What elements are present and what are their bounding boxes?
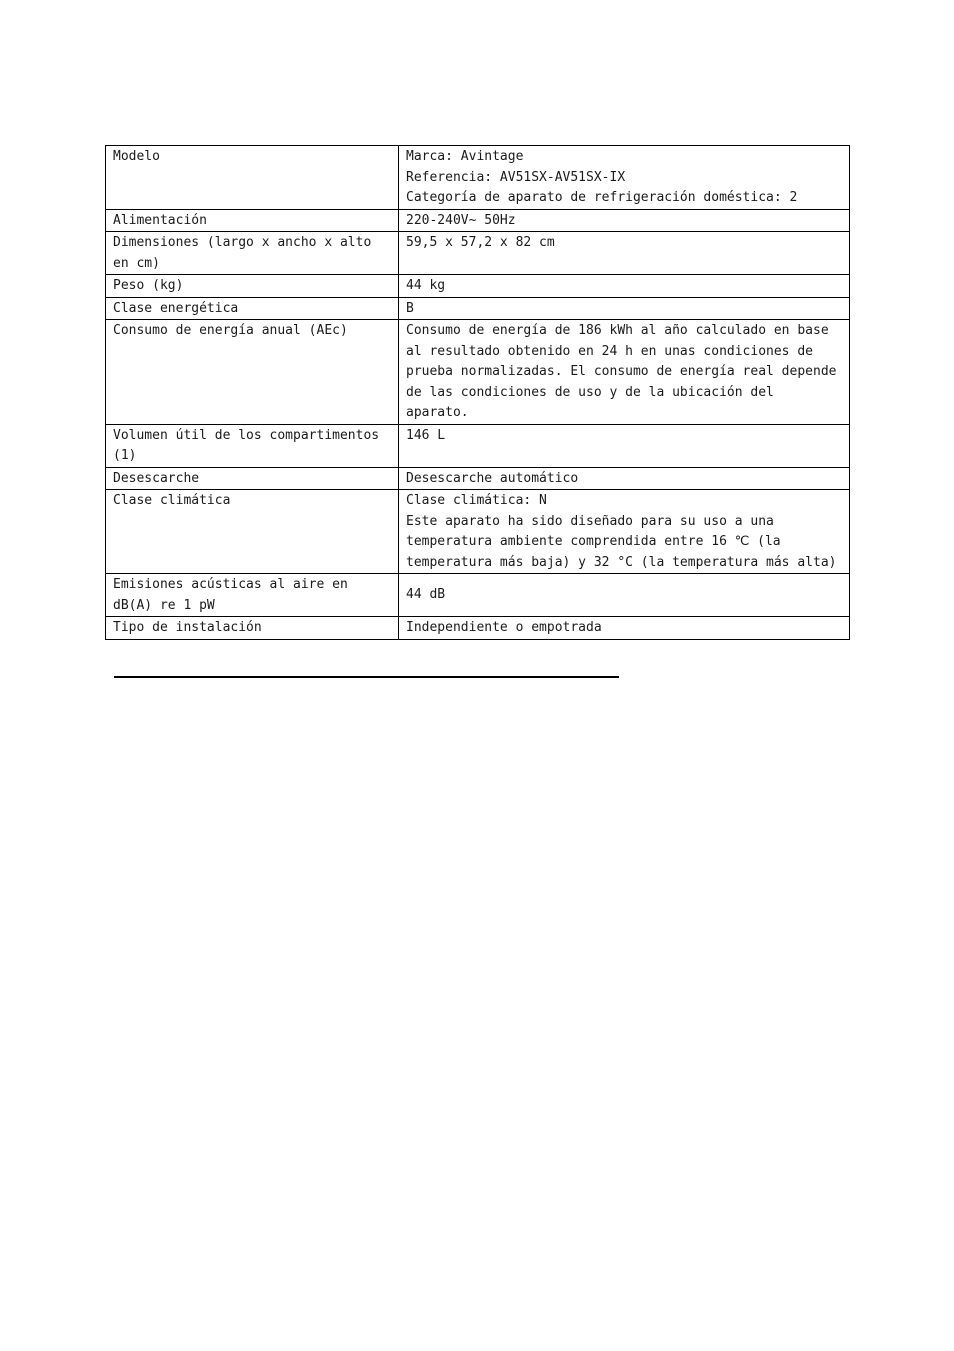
spec-label: Emisiones acústicas al aire en dB(A) re 1 pW [106, 574, 399, 617]
footnote-separator [114, 676, 619, 678]
spec-label: Alimentación [106, 209, 399, 232]
spec-value-line: Este aparato ha sido diseñado para su uso a una temperatura ambiente comprendida entre 16 ℃ (la temperatura más baja) y 32 °C (la temperatura más alta) [406, 513, 837, 570]
spec-label: Desescarche [106, 467, 399, 490]
table-row-dimensiones [106, 232, 850, 275]
table-row-volumen [106, 424, 850, 467]
spec-label: Clase energética [106, 297, 399, 320]
spec-value [399, 275, 850, 298]
table-row-clase-energetica [106, 297, 850, 320]
spec-value [399, 146, 850, 210]
table-row-desescarche [106, 467, 850, 490]
specifications-table [105, 145, 850, 640]
spec-value-line: 59,5 x 57,2 x 82 cm [406, 235, 555, 250]
spec-value [399, 617, 850, 640]
spec-value [399, 232, 850, 275]
spec-label: Volumen útil de los compartimentos (1) [106, 424, 399, 467]
spec-value-line: Referencia: AV51SX-AV51SX-IX [406, 169, 626, 185]
spec-value-line: Clase climática: N [406, 493, 547, 508]
spec-value-line: 44 kg [406, 278, 446, 293]
spec-value-line: 220-240V~ 50Hz [406, 212, 516, 228]
spec-label: Consumo de energía anual (AEc) [106, 320, 399, 425]
spec-value [399, 209, 850, 232]
spec-label: Peso (kg) [106, 275, 399, 298]
spec-value-line: 146 L [406, 427, 446, 443]
spec-label: Clase climática [106, 490, 399, 574]
spec-value [399, 467, 850, 490]
table-row-emisiones [106, 574, 850, 617]
spec-value [399, 297, 850, 320]
spec-value-line: Desescarche automático [406, 470, 579, 486]
spec-value [399, 490, 850, 574]
spec-value-line: Consumo de energía de 186 kWh al año calculado en base al resultado obtenido en 24 h en unas condiciones de prueba normalizadas. El consumo de energía real depende de las condiciones de uso y de la ubicación del aparato. [406, 323, 837, 420]
spec-value-line: Independiente o empotrada [406, 620, 602, 635]
table-row-clase-climatica [106, 490, 850, 574]
table-row-modelo [106, 146, 850, 210]
table-row-instalacion [106, 617, 850, 640]
spec-value [399, 574, 850, 617]
spec-label: Tipo de instalación [106, 617, 399, 640]
table-row-consumo [106, 320, 850, 425]
spec-value [399, 320, 850, 425]
table-row-alimentacion [106, 209, 850, 232]
spec-value-line: 44 dB [406, 587, 446, 603]
table-row-peso [106, 275, 850, 298]
spec-value [399, 424, 850, 467]
spec-value-line: B [406, 300, 414, 316]
spec-value-line: Marca: Avintage [406, 149, 524, 164]
spec-value-line: Categoría de aparato de refrigeración doméstica: 2 [406, 190, 798, 205]
spec-label: Dimensiones (largo x ancho x alto en cm) [106, 232, 399, 275]
spec-label: Modelo [106, 146, 399, 210]
